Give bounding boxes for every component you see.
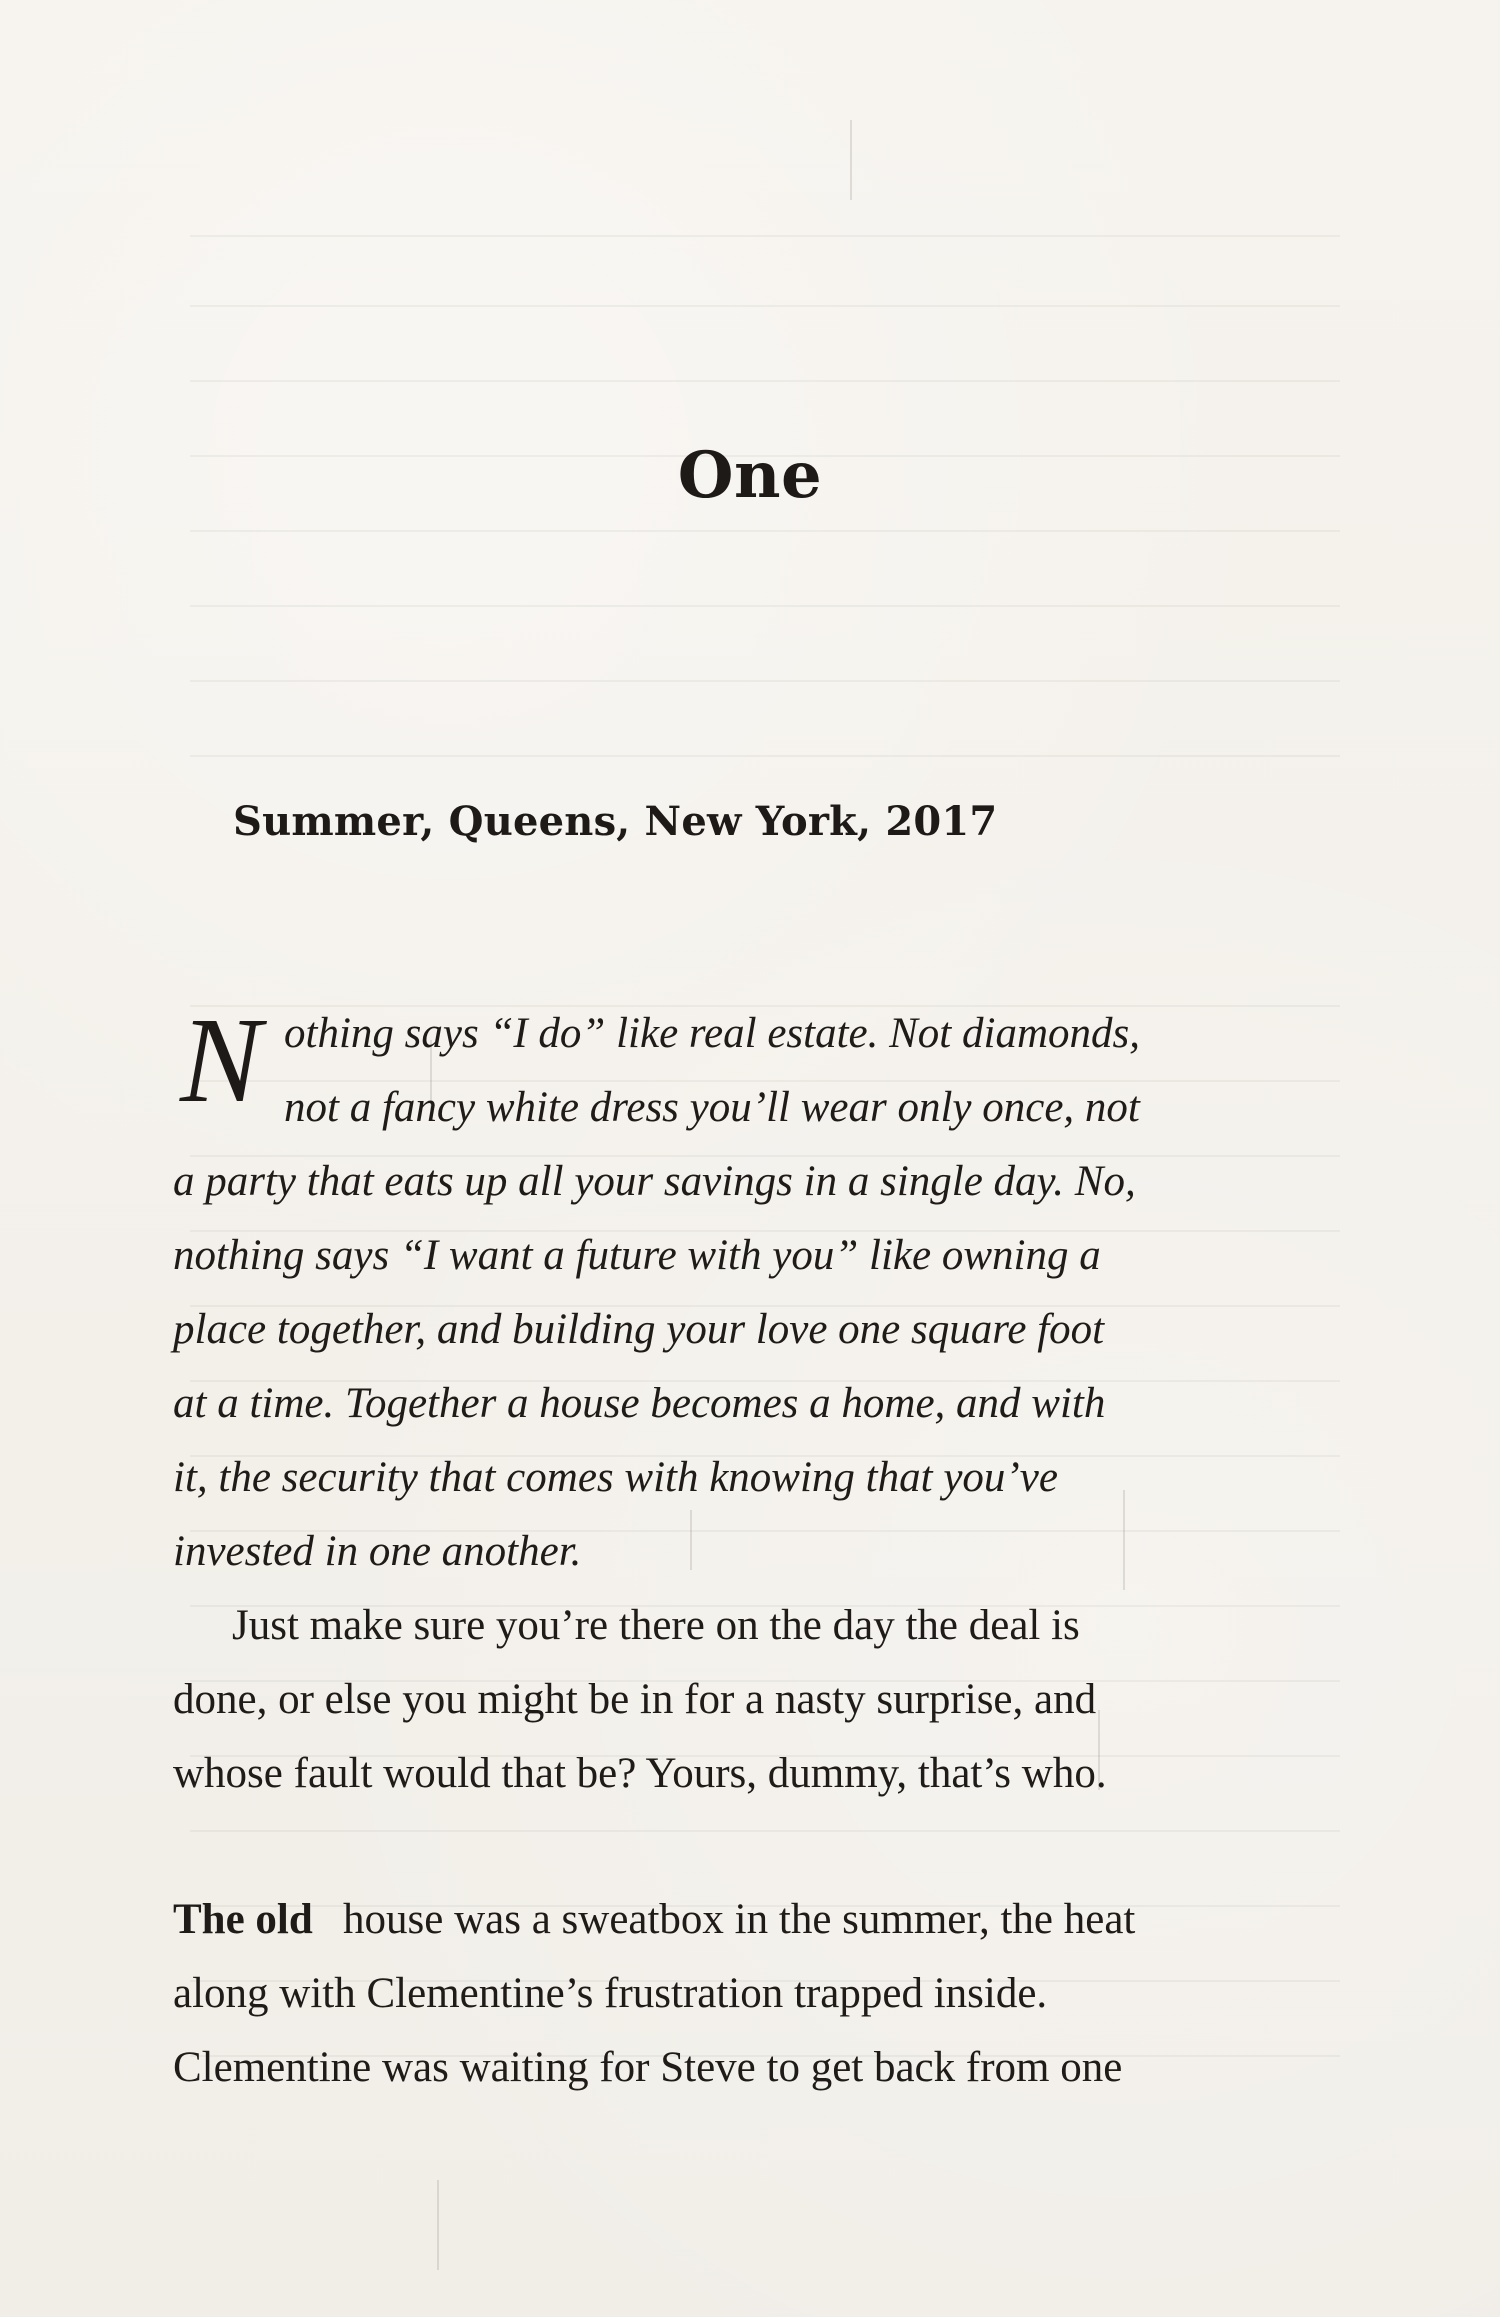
paragraph-3-line-2: along with Clementine’s frustration trapped inside. bbox=[173, 1970, 1048, 2017]
intro-line-3: a party that eats up all your savings in a single day. No, bbox=[173, 1158, 1136, 1205]
bleed-line bbox=[190, 305, 1340, 307]
bleed-line bbox=[190, 1080, 1340, 1082]
paragraph-2-line-1: Just make sure you’re there on the day the deal is bbox=[232, 1602, 1080, 1649]
bleed-line bbox=[190, 235, 1340, 237]
drop-cap: N bbox=[180, 993, 262, 1128]
paragraph-3-line-1: house was a sweatbox in the summer, the heat bbox=[343, 1896, 1136, 1943]
intro-line-1: othing says “I do” like real estate. Not diamonds, bbox=[284, 1010, 1140, 1057]
scan-mark bbox=[850, 120, 852, 200]
scan-mark bbox=[437, 2180, 439, 2270]
bleed-line bbox=[190, 680, 1340, 682]
chapter-title: One bbox=[677, 438, 823, 513]
bleed-line bbox=[190, 1155, 1340, 1157]
bleed-line bbox=[190, 1005, 1340, 1007]
bleed-line bbox=[190, 755, 1340, 757]
bleed-line bbox=[190, 380, 1340, 382]
intro-line-4: nothing says “I want a future with you” like owning a bbox=[173, 1232, 1101, 1279]
paragraph-2-line-2: done, or else you might be in for a nasty surprise, and bbox=[173, 1676, 1097, 1723]
paragraph-2-line-3: whose fault would that be? Yours, dummy, that’s who. bbox=[173, 1750, 1107, 1797]
intro-line-6: at a time. Together a house becomes a home, and with bbox=[173, 1380, 1106, 1427]
intro-line-2: not a fancy white dress you’ll wear only once, not bbox=[284, 1084, 1140, 1131]
scan-mark bbox=[690, 1510, 692, 1570]
bleed-line bbox=[190, 605, 1340, 607]
scan-mark bbox=[1123, 1490, 1125, 1590]
section-heading: Summer, Queens, New York, 2017 bbox=[233, 798, 998, 845]
bleed-line bbox=[190, 530, 1340, 532]
paragraph-3-lead-in: The old bbox=[173, 1896, 313, 1943]
intro-line-5: place together, and building your love one square foot bbox=[173, 1306, 1105, 1353]
paragraph-3-line-3: Clementine was waiting for Steve to get back from one bbox=[173, 2044, 1123, 2091]
intro-line-7: it, the security that comes with knowing that you’ve bbox=[173, 1454, 1058, 1501]
bleed-line bbox=[190, 1830, 1340, 1832]
intro-line-8: invested in one another. bbox=[173, 1528, 582, 1575]
